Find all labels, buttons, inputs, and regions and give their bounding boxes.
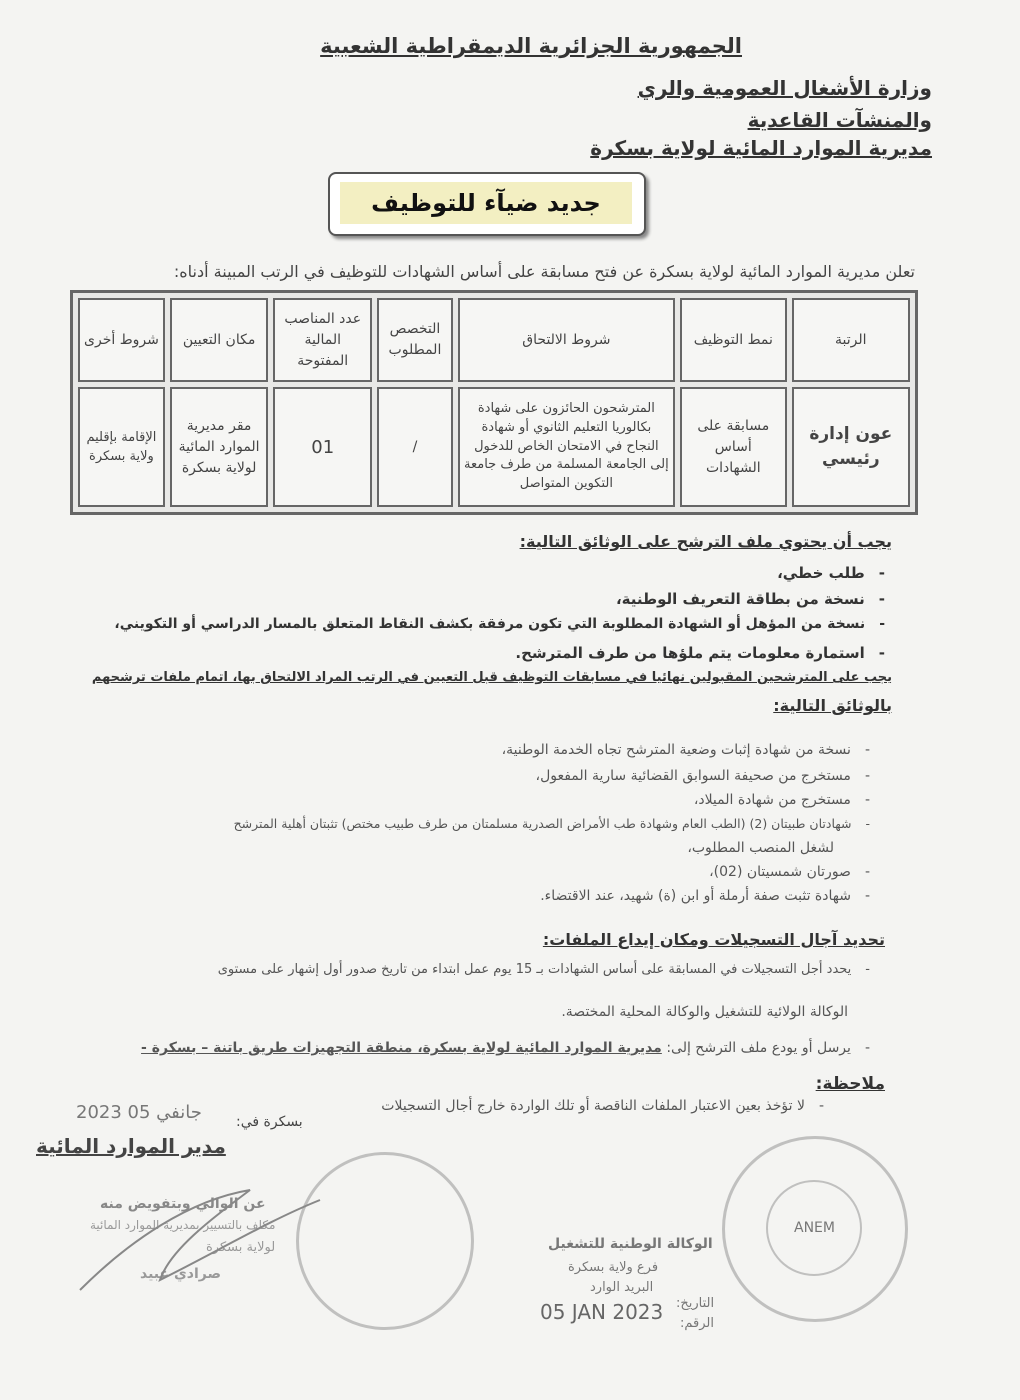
list-item-continuation: لشغل المنصب المطلوب، — [687, 840, 834, 856]
cell-other-conditions: الإقامة بإقليم ولاية بسكرة — [78, 387, 165, 507]
list-item: -نسخة من المؤهل أو الشهادة المطلوبة التي تكون مرفقة بكشف النقاط المتعلق بالمسار الدراسي أو التكويني، — [114, 616, 885, 632]
signature-date: 2023 جانفي 05 — [76, 1102, 202, 1123]
note-title: ملاحظة: — [815, 1074, 885, 1094]
banner-text: جديد ضيآء للتوظيف — [340, 182, 632, 224]
republic-header: الجمهورية الجزائرية الديمقراطية الشعبية — [320, 34, 742, 58]
anem-logo-text: ANEM — [794, 1220, 835, 1236]
header-specialty: التخصص المطلوب — [377, 298, 453, 382]
header-assignment-place: مكان التعيين — [170, 298, 268, 382]
list-item: -شهادة تثبت صفة أرملة أو ابن (ة) شهيد، عند الاقتضاء. — [540, 888, 870, 904]
deposit-line: -يرسل أو يودع ملف الترشح إلى: مديرية الموارد المائية لولاية بسكرة، منطقة التجهيزات طريق باتنة – بسكرة - — [141, 1040, 870, 1056]
list-item: -مستخرج من صحيفة السوابق القضائية سارية المفعول، — [535, 768, 870, 784]
cell-positions-count: 01 — [273, 387, 372, 507]
list-item: -طلب خطي، — [777, 564, 885, 582]
signature-title: مدير الموارد المائية — [36, 1134, 226, 1158]
list-item: -نسخة من بطاقة التعريف الوطنية، — [615, 590, 885, 608]
stamp-text-line: مكلف بالتسيير بمديرية الموارد المائية — [90, 1218, 276, 1232]
cell-specialty: / — [377, 387, 453, 507]
stamp-text-line: الرقم: — [680, 1316, 714, 1331]
deadline-line-2: الوكالة الولائية للتشغيل والوكالة المحلية المختصة. — [561, 1004, 848, 1020]
stamp-date: 05 JAN 2023 — [540, 1300, 664, 1324]
list-item: -استمارة معلومات يتم ملؤها من طرف المترشح. — [515, 644, 885, 662]
ministry-line-2: والمنشآت القاعدية — [747, 108, 932, 132]
cell-assignment-place: مقر مديرية الموارد المائية لولاية بسكرة — [170, 387, 268, 507]
stamp-text-line: صرادي عبيد — [140, 1266, 222, 1282]
stamp-text-line: عن الوالي وبتفويض منه — [100, 1196, 266, 1212]
list-item: -مستخرج من شهادة الميلاد، — [693, 792, 870, 808]
stamp-text-line: فرع ولاية بسكرة — [568, 1260, 659, 1275]
directorate-header: مديرية الموارد المائية لولاية بسكرة — [590, 136, 932, 160]
header-recruitment-mode: نمط التوظيف — [680, 298, 787, 382]
banner-box — [328, 172, 646, 236]
stamp-text-line: لولاية بسكرة — [206, 1240, 276, 1255]
deposit-address: مديرية الموارد المائية لولاية بسكرة، منطقة التجهيزات طريق باتنة – بسكرة - — [141, 1040, 662, 1056]
list-item: -نسخة من شهادة إثبات وضعية المترشح تجاه الخدمة الوطنية، — [501, 742, 870, 758]
signature-city: بسكرة في: — [236, 1114, 303, 1130]
table-header-row — [78, 298, 910, 382]
ministry-line-1: وزارة الأشغال العمومية والري — [637, 76, 932, 100]
intro-text: تعلن مديرية الموارد المائية لولاية بسكرة عن فتح مسابقة على أساس الشهادات للتوظيف في الرتب المبينة أدناه: — [173, 262, 915, 281]
header-other-conditions: شروط أخرى — [78, 298, 165, 382]
header-rank: الرتبة — [792, 298, 910, 382]
header-positions-count: عدد المناصب المالية المفتوحة — [273, 298, 372, 382]
stamp-text-line: الوكالة الوطنية للتشغيل — [548, 1236, 713, 1252]
positions-table — [70, 290, 918, 515]
section1-title: يجب أن يحتوي ملف الترشح على الوثائق التالية: — [519, 532, 892, 551]
cell-rank: عون إدارة رئيسي — [792, 387, 910, 507]
header-conditions: شروط الالتحاق — [458, 298, 675, 382]
list-item: -شهادتان طبيتان (2) (الطب العام وشهادة طب الأمراض الصدرية مسلمتان من طرف طبيب مختص) تثبتان أهلية المترشح — [233, 816, 870, 831]
note-text: -لا تؤخذ بعين الاعتبار الملفات الناقصة أو تلك الواردة خارج أجال التسجيلات — [381, 1098, 824, 1114]
section2-title-line2: بالوثائق التالية: — [773, 696, 892, 715]
handwritten-signature — [70, 1180, 330, 1300]
stamp-text-line: التاريخ: — [676, 1296, 715, 1311]
cell-conditions: المترشحون الحائزون على شهادة بكالوريا التعليم الثانوي أو شهادة النجاح في الامتحان الخاص للدخول إلى الجامعة المسلمة من طرف جامعة التكوين المتواصل — [458, 387, 675, 507]
stamp-text-line: البريد الوارد — [590, 1280, 654, 1295]
section2-title-line1: يجب على المترشحين المقبولين نهائيا في مسابقات التوظيف قبل التعيين في الرتب المراد الالتحاق بها، اتمام ملفات ترشحهم — [91, 670, 892, 685]
list-item: -صورتان شمسيتان (02)، — [709, 864, 870, 880]
section3-title: تحديد آجال التسجيلات ومكان إيداع الملفات: — [542, 930, 885, 949]
cell-recruitment-mode: مسابقة على أساس الشهادات — [680, 387, 787, 507]
deadline-line-1: -يحدد أجل التسجيلات في المسابقة على أساس الشهادات بـ 15 يوم عمل ابتداء من تاريخ صدور أول إشهار على مستوى — [217, 962, 870, 977]
table-row — [78, 387, 910, 507]
